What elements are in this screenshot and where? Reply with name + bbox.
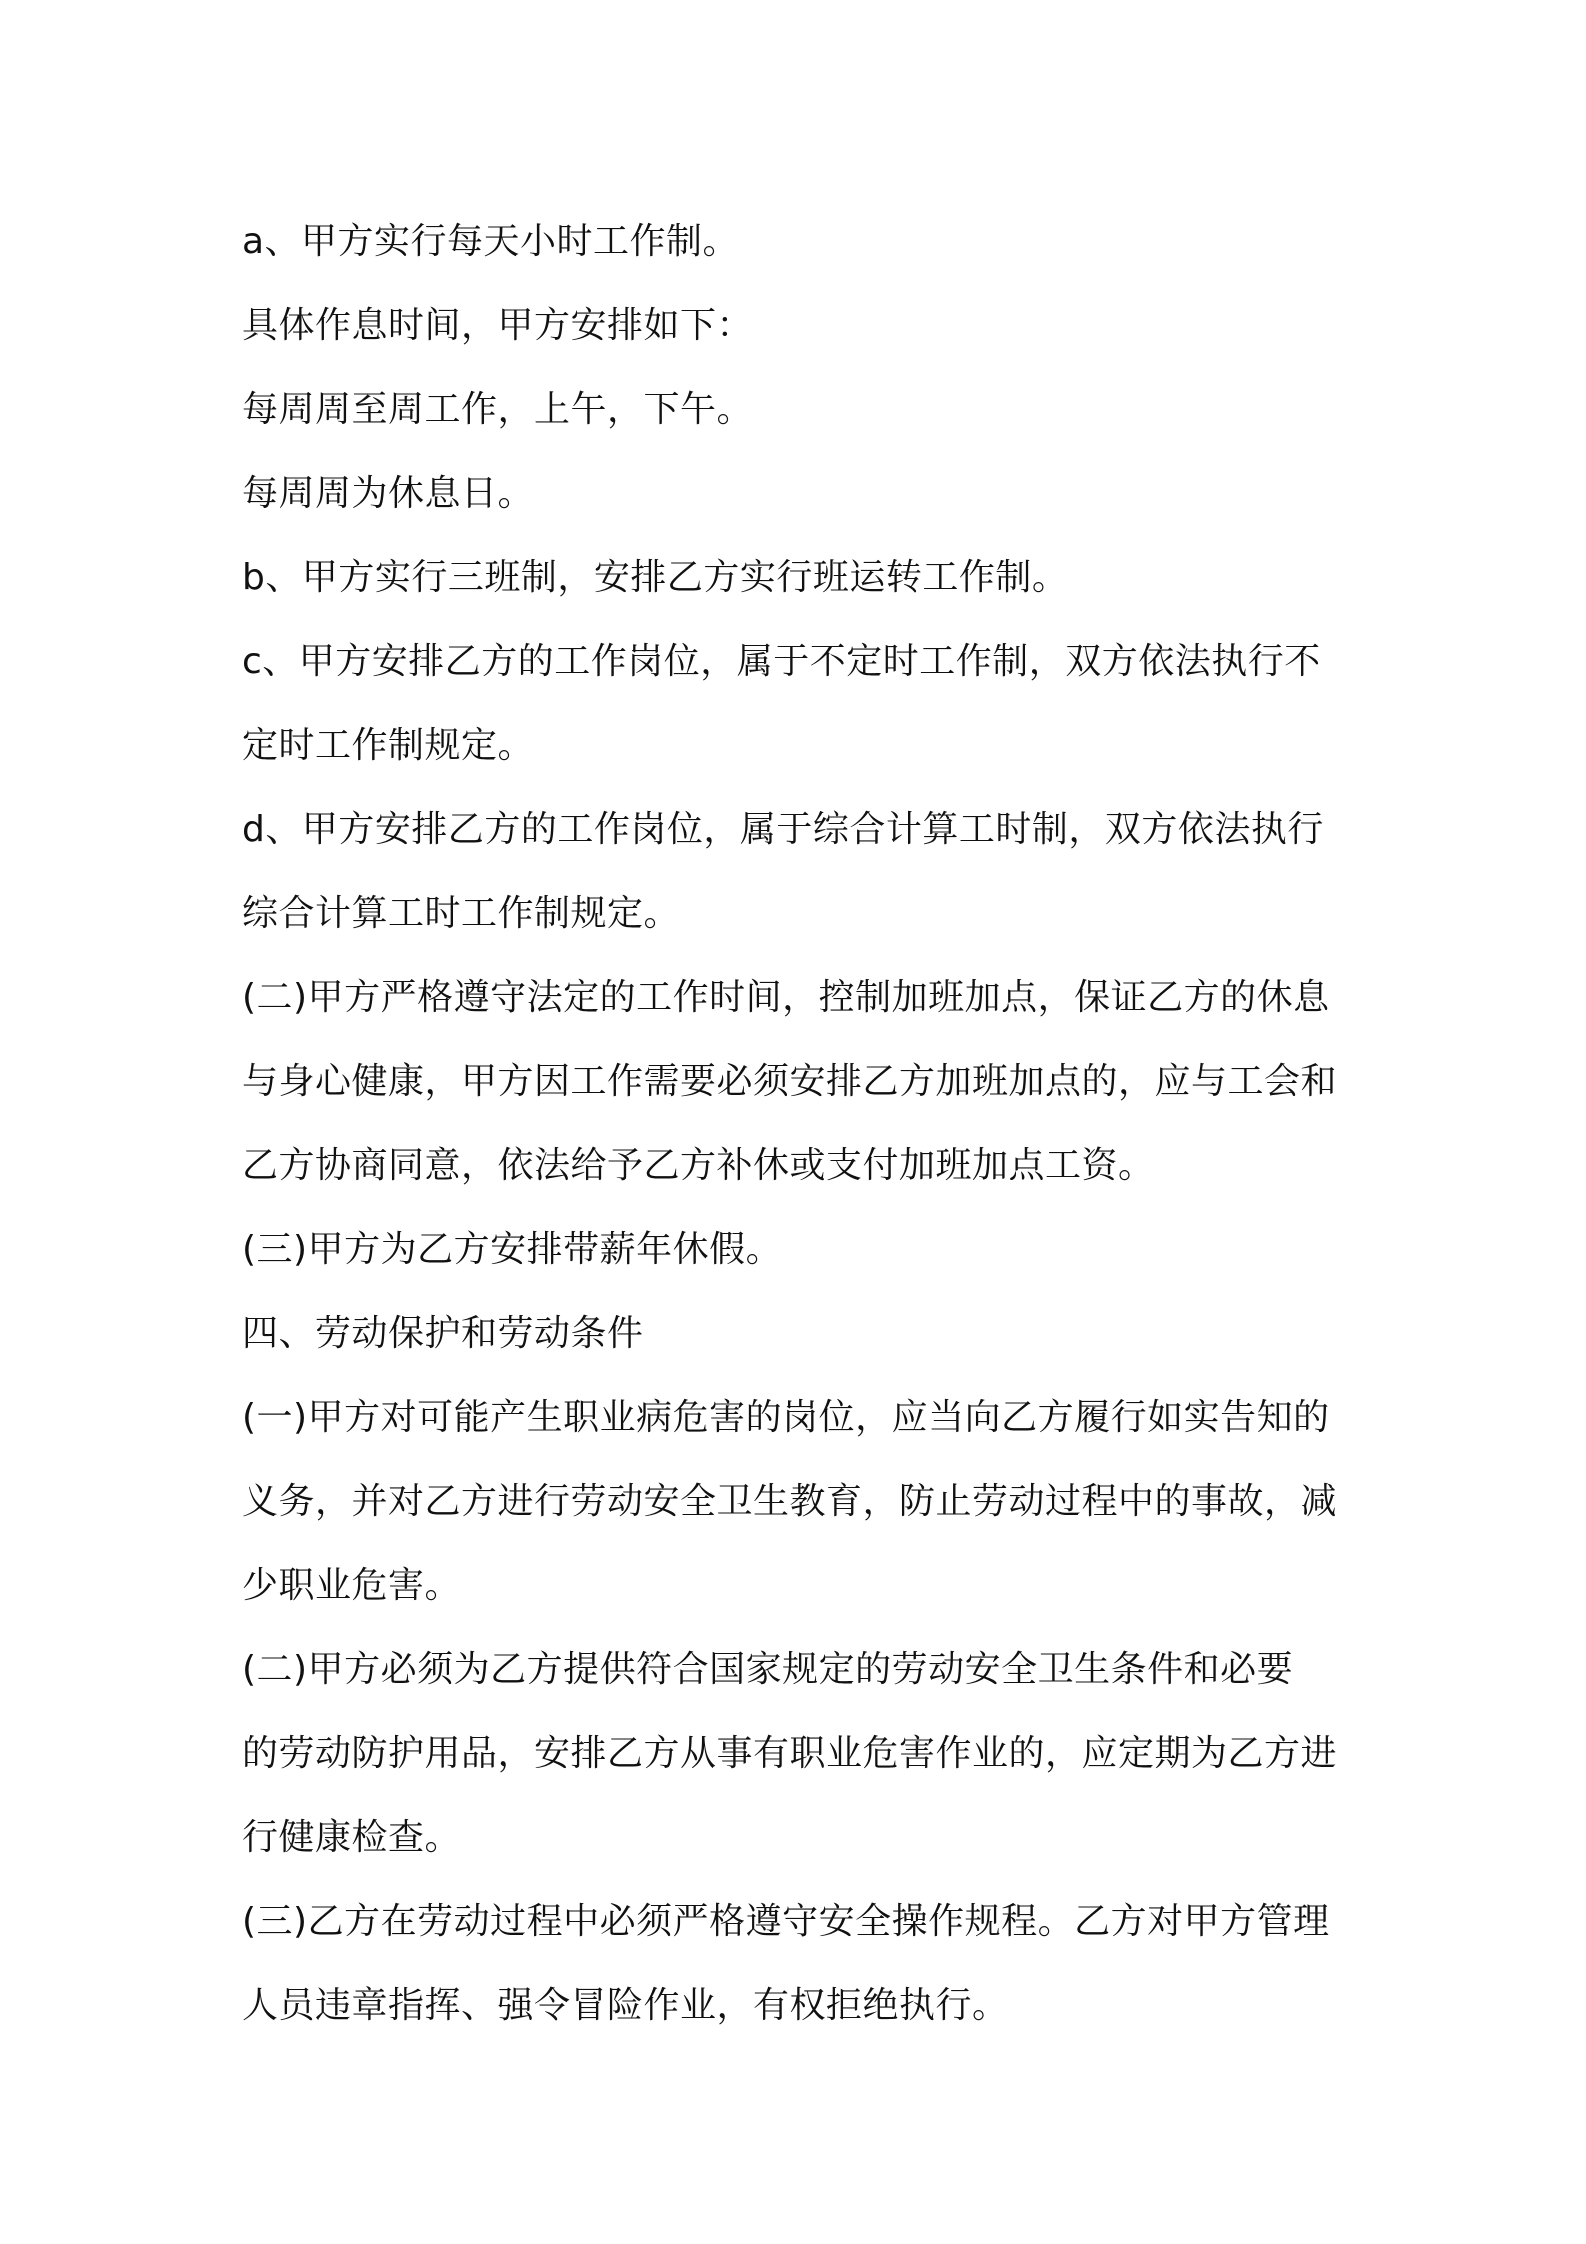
text-line: 综合计算工时工作制规定。 [242,893,681,934]
text-line: b、甲方实行三班制，安排乙方实行班运转工作制。 [242,557,1069,598]
text-line: 义务，并对乙方进行劳动安全卫生教育，防止劳动过程中的事故，减 [242,1481,1338,1522]
text-line: 定时工作制规定。 [242,725,535,766]
text-line: 乙方协商同意，依法给予乙方补休或支付加班加点工资。 [242,1145,1155,1186]
text-line: 少职业危害。 [242,1565,462,1606]
document-body [242,200,1362,2048]
text-line: 的劳动防护用品，安排乙方从事有职业危害作业的，应定期为乙方进 [242,1733,1338,1774]
text-line: 人员违章指挥、强令冒险作业，有权拒绝执行。 [242,1985,1009,2026]
text-line: 每周周至周工作，上午，下午。 [242,389,754,430]
text-line: (一)甲方对可能产生职业病危害的岗位，应当向乙方履行如实告知的 [242,1397,1330,1438]
text-line: (三)乙方在劳动过程中必须严格遵守安全操作规程。乙方对甲方管理 [242,1901,1330,1942]
section-heading: 四、劳动保护和劳动条件 [242,1313,644,1354]
text-line: c、甲方安排乙方的工作岗位，属于不定时工作制，双方依法执行不 [242,641,1321,682]
text-line: (二)甲方必须为乙方提供符合国家规定的劳动安全卫生条件和必要 [242,1649,1294,1690]
text-line: (二)甲方严格遵守法定的工作时间，控制加班加点，保证乙方的休息 [242,977,1330,1018]
text-line: (三)甲方为乙方安排带薪年休假。 [242,1229,783,1270]
text-line: a、甲方实行每天小时工作制。 [242,221,740,262]
text-line: 与身心健康，甲方因工作需要必须安排乙方加班加点的，应与工会和 [242,1061,1338,1102]
text-line: 每周周为休息日。 [242,473,535,514]
text-line: d、甲方安排乙方的工作岗位，属于综合计算工时制，双方依法执行 [242,809,1324,850]
text-line: 行健康检查。 [242,1817,462,1858]
text-line: 具体作息时间，甲方安排如下： [242,305,754,346]
